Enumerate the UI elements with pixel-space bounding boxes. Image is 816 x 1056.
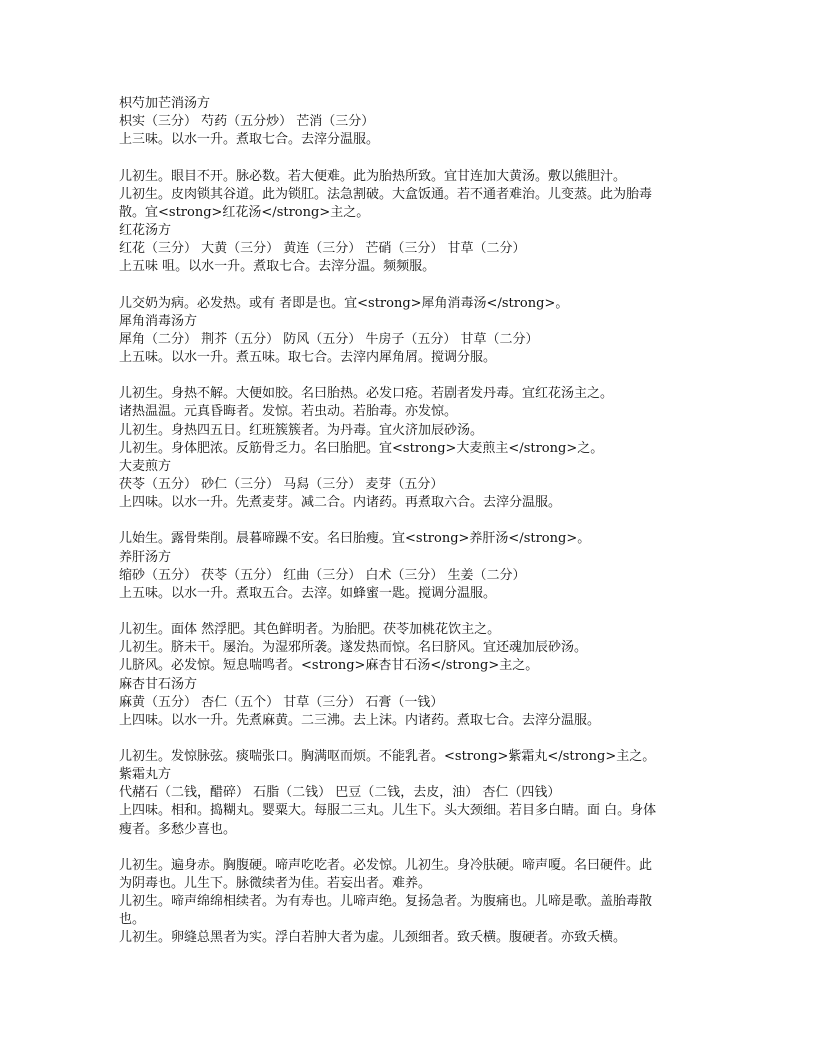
text-line: 儿始生。露骨柴削。晨暮啼躁不安。名曰胎瘦。宜<strong>养肝汤</strong>。 [119, 531, 591, 547]
text-line: 上五味 咀。以水一升。煮取七合。去滓分温。频频服。 [119, 259, 436, 275]
text-line: 上五味。以水一升。煮取五合。去滓。如蜂蜜一匙。搅调分温服。 [119, 585, 497, 601]
text-line: 麻杏甘石汤方 [119, 676, 198, 692]
text-line: 上四味。以水一升。先煮麦芽。减二合。内诸药。再煮取六合。去滓分温服。 [119, 495, 562, 511]
text-line: 也。 [119, 912, 146, 928]
text-line: 枳实（三分） 芍药（五分炒） 芒消（三分） [119, 114, 375, 130]
text-line: 代赭石（二钱，醋碎） 石脂（二钱） 巴豆（二钱，去皮，油） 杏仁（四钱） [119, 785, 561, 801]
document-body [119, 95, 709, 948]
text-line: 犀角（二分） 荆芥（五分） 防风（五分） 牛房子（五分） 甘草（二分） [119, 331, 539, 347]
blank-line [119, 149, 709, 167]
blank-line [119, 730, 709, 748]
text-line: 儿初生。脐未干。屡治。为湿邪所袭。遂发热而惊。名曰脐风。宜还魂加辰砂汤。 [119, 640, 588, 656]
text-line: 儿初生。发惊脉弦。痰喘张口。胸满呕而烦。不能乳者。<strong>紫霜丸</strong>主之。 [119, 749, 656, 765]
text-line: 儿初生。身热四五日。红班簇簇者。为丹毒。宜火济加辰砂汤。 [119, 422, 484, 438]
text-line: 儿初生。眼目不开。脉必数。若大便难。此为胎热所致。宜甘连加大黄汤。敷以熊胆汁。 [119, 168, 627, 184]
text-line: 红花（三分） 大黄（三分） 黄连（三分） 芒硝（三分） 甘草（二分） [119, 241, 526, 257]
text-line: 儿脐风。必发惊。短息喘鸣者。<strong>麻杏甘石汤</strong>主之。 [119, 658, 539, 674]
text-line: 瘦者。多愁少喜也。 [119, 821, 237, 837]
text-line: 为阴毒也。儿生下。脉微续者为佳。若妄出者。难养。 [119, 876, 432, 892]
text-line: 麻黄（五分） 杏仁（五个） 甘草（三分） 石膏（一钱） [119, 694, 444, 710]
text-line: 上三味。以水一升。煮取七合。去滓分温服。 [119, 132, 380, 148]
text-line: 大麦煎方 [119, 458, 172, 474]
text-line: 养肝汤方 [119, 549, 172, 565]
blank-line [119, 603, 709, 621]
text-line: 儿初生。遍身赤。胸腹硬。啼声吃吃者。必发惊。儿初生。身冷肤硬。啼声嗄。名曰硬件。此 [119, 857, 653, 873]
text-line: 缩砂（五分） 茯苓（五分） 红曲（三分） 白术（三分） 生姜（二分） [119, 567, 526, 583]
text-line: 儿初生。皮肉锁其谷道。此为锁肛。法急割破。大盒饭通。若不通者难治。儿变蒸。此为胎毒 [119, 186, 653, 202]
blank-line [119, 276, 709, 294]
text-line: 上四味。以水一升。先煮麻黄。二三沸。去上沫。内诸药。煮取七合。去滓分温服。 [119, 712, 601, 728]
blank-line [119, 367, 709, 385]
text-line: 儿初生。啼声绵绵相续者。为有寿也。儿啼声绝。复扬急者。为腹痛也。儿啼是歌。盖胎毒散 [119, 894, 653, 910]
text-line: 散。宜<strong>红花汤</strong>主之。 [119, 204, 370, 220]
text-line: 儿初生。身热不解。大便如胶。名曰胎热。必发口疮。若剧者发丹毒。宜红花汤主之。 [119, 386, 614, 402]
text-line: 枳芍加芒消汤方 [119, 96, 211, 111]
blank-line [119, 512, 709, 530]
text-line: 儿初生。卵缝总黑者为实。浮白若肿大者为虚。儿颈细者。致夭横。腹硬者。亦致夭横。 [119, 930, 627, 946]
text-line: 茯苓（五分） 砂仁（三分） 马舄（三分） 麦芽（五分） [119, 476, 444, 492]
blank-line [119, 839, 709, 857]
text-line: 紫霜丸方 [119, 767, 172, 783]
text-line: 儿初生。面体 然浮肥。其色鲜明者。为胎肥。茯苓加桃花饮主之。 [119, 622, 501, 638]
text-line: 诸热温温。元真昏晦者。发惊。若虫动。若胎毒。亦发惊。 [119, 404, 458, 420]
text-line: 犀角消毒汤方 [119, 313, 198, 329]
text-line: 红花汤方 [119, 222, 172, 238]
text-line: 儿交奶为病。必发热。或有 者即是也。宜<strong>犀角消毒汤</strong>。 [119, 295, 569, 311]
text-line: 上四味。相和。捣糊丸。婴粟大。每服二三丸。儿生下。头大颈细。若目多白睛。面 白。身体 [119, 803, 657, 819]
text-line: 上五味。以水一升。煮五味。取七合。去滓内犀角屑。搅调分服。 [119, 349, 497, 365]
text-line: 儿初生。身体肥浓。反筋骨乏力。名曰胎肥。宜<strong>大麦煎主</strong>之。 [119, 440, 604, 456]
